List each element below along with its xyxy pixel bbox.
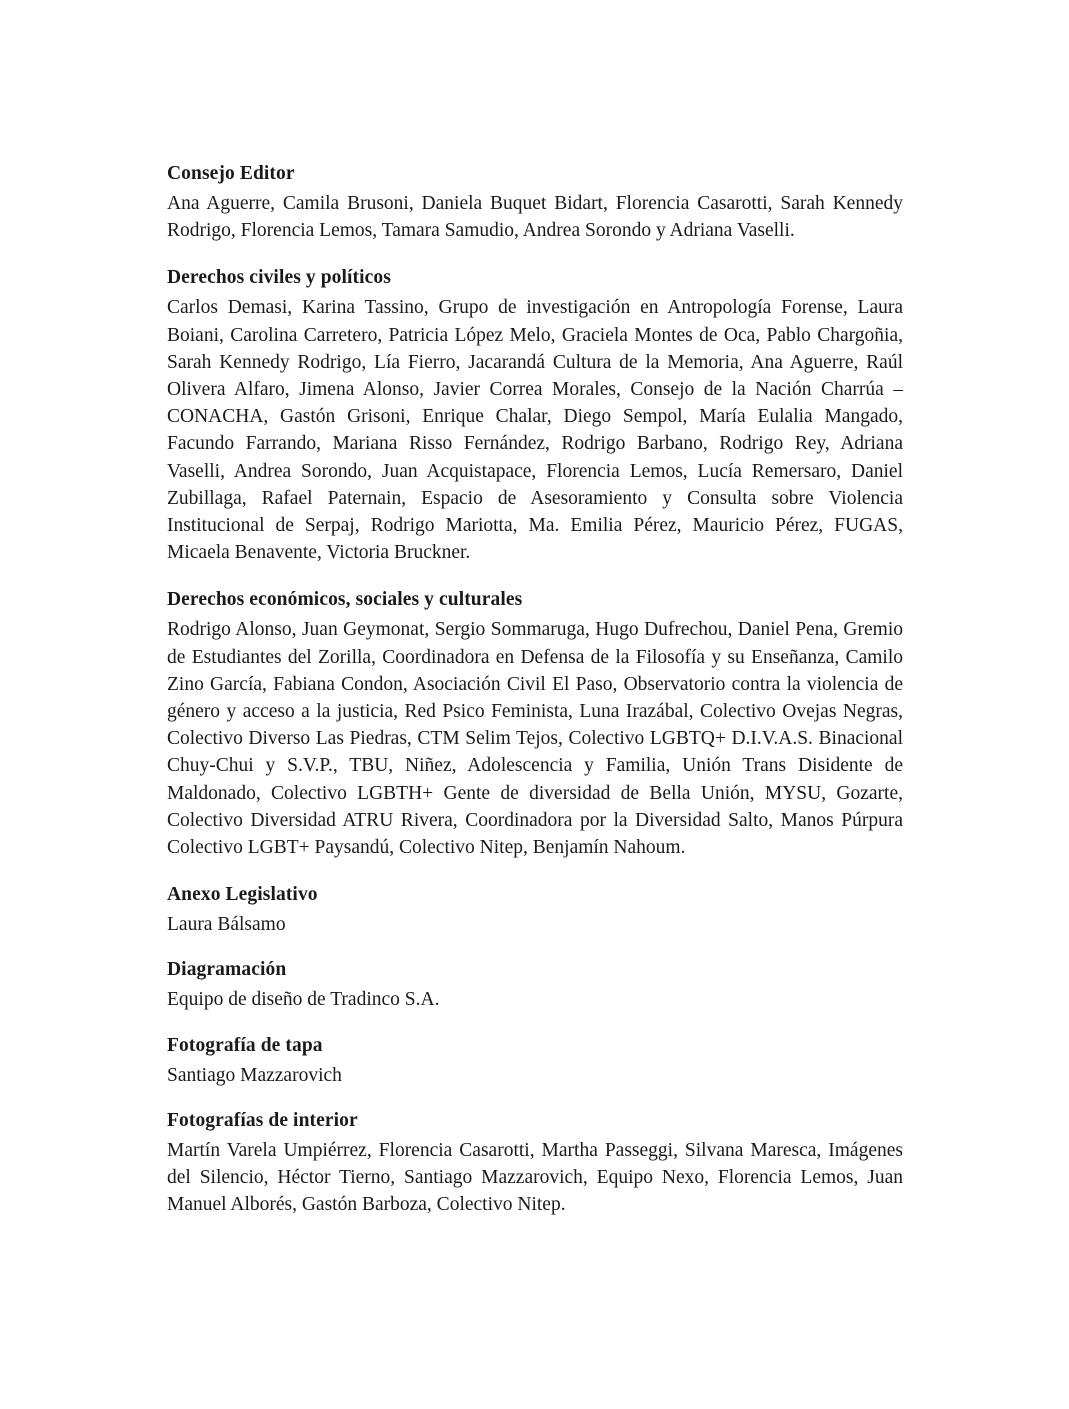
section-consejo-editor [167, 160, 903, 244]
section-fotografia-tapa [167, 1032, 903, 1089]
section-body: Laura Bálsamo [167, 914, 286, 936]
section-title: Anexo Legislativo [167, 884, 318, 906]
section-anexo-legislativo [167, 881, 903, 938]
section-fotografias-interior [167, 1107, 903, 1219]
section-title: Fotografías de interior [167, 1109, 358, 1131]
section-body: Equipo de diseño de Tradinco S.A. [167, 989, 440, 1011]
section-body: Martín Varela Umpiérrez, Florencia Casarotti, Martha Passeggi, Silvana Maresca, Imágenes del Silencio, Héctor Tierno, Santiago Mazzarovich, Equipo Nexo, Florencia Lemos, Juan Manuel Alborés, Gastón Barboza, Colectivo Nitep. [167, 1139, 903, 1216]
section-title: Diagramación [167, 959, 287, 981]
section-body: Rodrigo Alonso, Juan Geymonat, Sergio Sommaruga, Hugo Dufrechou, Daniel Pena, Gremio de Estudiantes del Zorilla, Coordinadora en Defensa de la Filosofía y su Enseñanza, Camilo Zino García, Fabiana Condon, Asociación Civil El Paso, Observatorio contra la violencia de género y acceso a la justicia, Red Psico Feminista, Luna Irazábal, Colectivo Ovejas Negras, Colectivo Diverso Las Piedras, CTM Selim Tejos, Colectivo LGBTQ+ D.I.V.A.S. Binacional Chuy-Chui y S.V.P., TBU, Niñez, Adolescencia y Familia, Unión Trans Disidente de Maldonado, Colectivo LGBTH+ Gente de diversidad de Bella Unión, MYSU, Gozarte, Colectivo Diversidad ATRU Rivera, Coordinadora por la Diversidad Salto, Manos Púrpura Colectivo LGBT+ Paysandú, Colectivo Nitep, Benjamín Nahoum. [167, 619, 903, 859]
section-diagramacion [167, 956, 903, 1013]
section-body: Santiago Mazzarovich [167, 1064, 342, 1086]
section-body: Ana Aguerre, Camila Brusoni, Daniela Buquet Bidart, Florencia Casarotti, Sarah Kennedy Rodrigo, Florencia Lemos, Tamara Samudio, Andrea Sorondo y Adriana Vaselli. [167, 193, 903, 242]
section-title: Consejo Editor [167, 163, 295, 184]
credits-page [167, 160, 903, 1238]
section-title: Derechos económicos, sociales y culturales [167, 589, 523, 611]
section-derechos-economicos [167, 586, 903, 861]
section-title: Derechos civiles y políticos [167, 267, 391, 289]
section-body: Carlos Demasi, Karina Tassino, Grupo de investigación en Antropología Forense, Laura Boiani, Carolina Carretero, Patricia López Melo, Graciela Montes de Oca, Pablo Chargoñia, Sarah Kennedy Rodrigo, Lía Fierro, Jacarandá Cultura de la Memoria, Ana Aguerre, Raúl Olivera Alfaro, Jimena Alonso, Javier Correa Morales, Consejo de la Nación Charrúa – CONACHA, Gastón Grisoni, Enrique Chalar, Diego Sempol, María Eulalia Mangado, Facundo Farrando, Mariana Risso Fernández, Rodrigo Barbano, Rodrigo Rey, Adriana Vaselli, Andrea Sorondo, Juan Acquistapace, Florencia Lemos, Lucía Remersaro, Daniel Zubillaga, Rafael Paternain, Espacio de Asesoramiento y Consulta sobre Violencia Institucional de Serpaj, Rodrigo Mariotta, Ma. Emilia Pérez, Mauricio Pérez, FUGAS, Micaela Benavente, Victoria Bruckner. [167, 297, 903, 564]
section-title: Fotografía de tapa [167, 1034, 323, 1056]
section-derechos-civiles [167, 264, 903, 566]
